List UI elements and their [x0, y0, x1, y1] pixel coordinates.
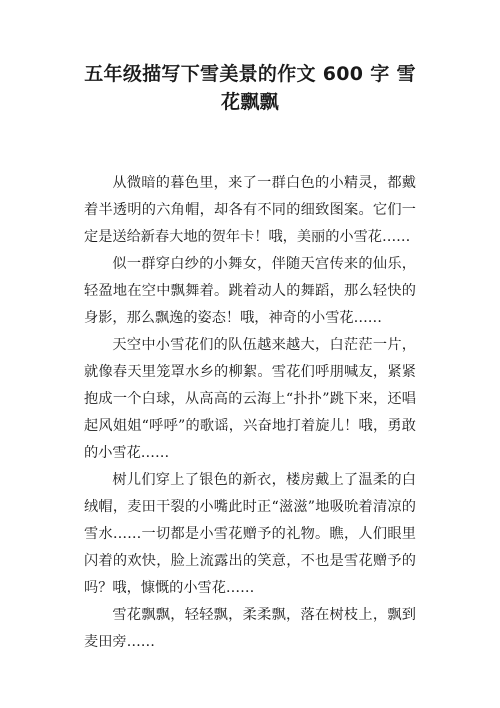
paragraph-4: 树儿们穿上了银色的新衣，楼房戴上了温柔的白绒帽，麦田干裂的小嘴此时正“滋滋”地吸吮着清凉的雪水……一切都是小雪花赠予的礼物。瞧，人们眼里闪着的欢快，脸上流露出的笑意，不也是雪花赠予的吗？哦，慷慨的小雪花……: [84, 472, 416, 596]
paragraph-5: 雪花飘飘，轻轻飘，柔柔飘，落在树枝上，飘到麦田旁……: [84, 607, 416, 650]
document-title: 五年级描写下雪美景的作文 600 字 雪花飘飘: [84, 63, 416, 113]
document-body: [84, 170, 416, 656]
paragraph-1: 从微暗的暮色里，来了一群白色的小精灵，都戴着半透明的六角帽，却各有不同的细致图案。它们一定是送给新春大地的贺年卡！哦，美丽的小雪花……: [84, 175, 416, 245]
paragraph-3: 天空中小雪花们的队伍越来越大，白茫茫一片，就像春天里笼罩水乡的柳絮。雪花们呼朋喊友，紧紧抱成一个白球，从高高的云海上“扑扑”跳下来，还唱起风姐姐“呼呼”的歌谣，兴奋地打着旋儿！哦，勇敢的小雪花……: [84, 337, 416, 461]
paragraph-2: 似一群穿白纱的小舞女，伴随天宫传来的仙乐，轻盈地在空中飘舞着。跳着动人的舞蹈，那么轻快的身影，那么飘逸的姿态！哦，神奇的小雪花……: [84, 256, 416, 326]
